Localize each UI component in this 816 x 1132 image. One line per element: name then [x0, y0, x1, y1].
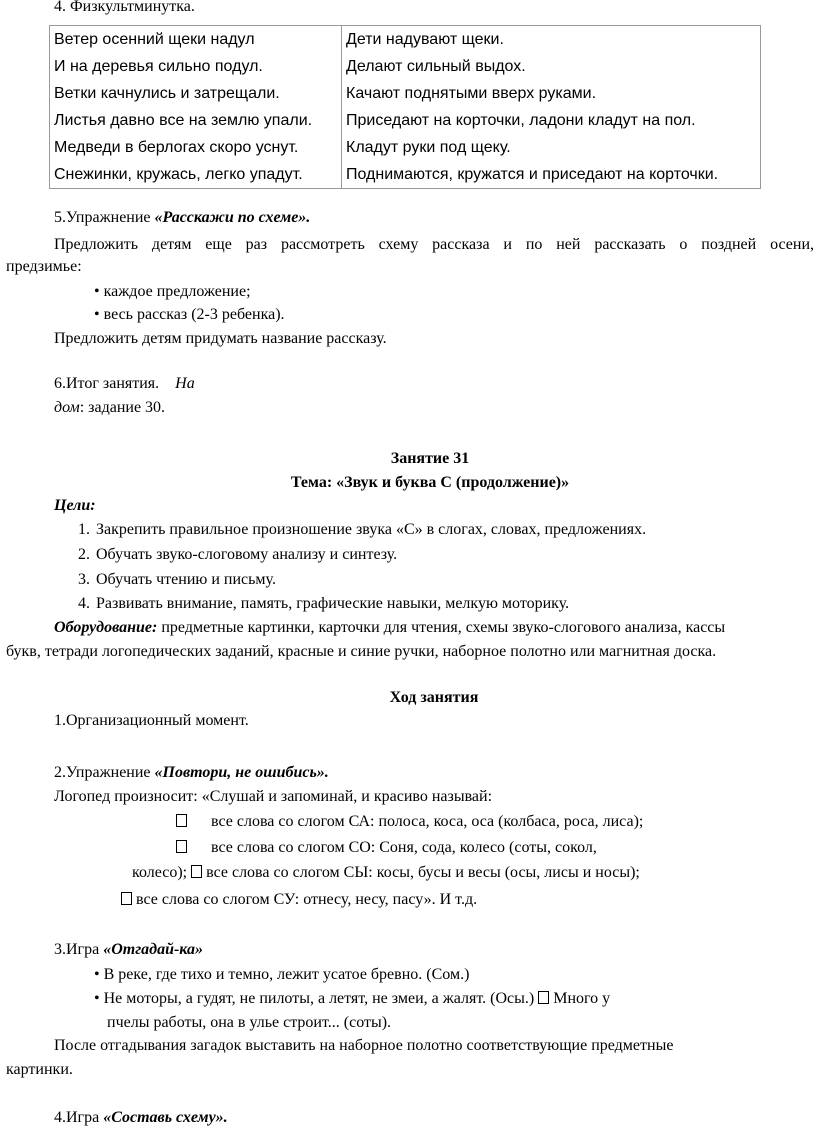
goal-item: 3. Обучать чтению и письму. [78, 571, 276, 588]
exercise-2-line4: все слова со слогом СУ: отнесу, несу, пасу». И т.д. [121, 890, 477, 910]
game-4-name: «Составь схему». [103, 1109, 228, 1126]
exercise-2-intro: Логопед произносит: «Слушай и запоминай, и красиво называй: [54, 788, 493, 805]
exercise-2-line3: колесо); все слова со слогом СЫ: косы, бусы и весы (осы, лисы и носы); [132, 864, 640, 881]
lesson-title: Занятие 31 [390, 450, 470, 467]
exercise-5-line1: Предложить детям еще раз рассмотреть схему рассказа и по ней рассказать о поздней осени, [54, 236, 814, 253]
game-4-heading: 4.Игра «Составь схему». [54, 1109, 228, 1126]
table-row [50, 134, 761, 161]
action-cell: Качают поднятыми вверх руками. [342, 80, 761, 107]
checkbox-icon [121, 892, 132, 905]
exercise-5-bullet-1: • каждое предложение; [94, 283, 251, 300]
table-row [50, 161, 761, 189]
table-row [50, 80, 761, 107]
riddle-1: • В реке, где тихо и темно, лежит усатое бревно. (Сом.) [94, 966, 470, 983]
table-row [50, 26, 761, 54]
verse-cell: Снежинки, кружась, легко упадут. [50, 161, 342, 189]
checkbox-icon [176, 840, 187, 853]
verse-cell: Медведи в берлогах скоро уснут. [50, 134, 342, 161]
exercise-2-line2: все слова со слогом СО: Соня, сода, колесо (соты, сокол, [176, 838, 597, 858]
verse-cell: Листья давно все на землю упали. [50, 107, 342, 134]
riddle-2: • Не моторы, а гудят, не пилоты, а летят, не змеи, а жалят. (Осы.) Много у [94, 990, 611, 1007]
verse-cell: Ветки качнулись и затрещали. [50, 80, 342, 107]
exercise-5-bullet-2: • весь рассказ (2-3 ребенка). [94, 306, 285, 323]
action-cell: Делают сильный выдох. [342, 53, 761, 80]
goals-label: Цели: [54, 497, 96, 514]
game-3-heading: 3.Игра «Отгадай-ка» [54, 941, 203, 958]
goal-item: 1. Закрепить правильное произношение звука «С» в слогах, словах, предложениях. [78, 521, 647, 538]
exercise-5-line2: предзимье: [6, 258, 82, 275]
action-cell: Кладут руки под щеку. [342, 134, 761, 161]
equipment-line2: букв, тетради логопедических заданий, красные и синие ручки, наборное полотно или магнитная доска. [6, 643, 717, 660]
exercise-5-prefix: 5.Упражнение [54, 209, 155, 226]
goal-item: 2. Обучать звуко-слоговому анализу и синтезу. [78, 546, 398, 563]
verse-cell: И на деревья сильно подул. [50, 53, 342, 80]
exercise-2-name: «Повтори, не ошибись». [154, 764, 329, 781]
exercise-5-name: «Расскажи по схеме». [154, 209, 311, 226]
table-row [50, 107, 761, 134]
lesson-topic: Тема: «Звук и буква С (продолжение)» [290, 474, 570, 491]
action-cell: Поднимаются, кружатся и приседают на корточки. [342, 161, 761, 189]
goal-item: 4. Развивать внимание, память, графические навыки, мелкую моторику. [78, 595, 570, 612]
checkbox-icon [538, 991, 549, 1004]
exercise-2-line1: все слова со слогом СА: полоса, коса, оса (колбаса, роса, лиса); [176, 812, 643, 832]
equipment-line1: Оборудование: предметные картинки, карточки для чтения, схемы звуко-слогового анализа, кассы [54, 619, 726, 636]
after-riddles-line2: картинки. [6, 1061, 73, 1078]
table-row [50, 53, 761, 80]
summary-prefix: 6.Итог занятия. [54, 375, 160, 392]
action-cell: Дети надувают щеки. [342, 26, 761, 54]
verse-cell: Ветер осенний щеки надул [50, 26, 342, 54]
exercise-table [49, 25, 761, 189]
summary-dom: дом [54, 399, 80, 416]
summary-rest: : задание 30. [79, 399, 166, 416]
exercise-2-heading: 2.Упражнение «Повтори, не ошибись». [54, 764, 329, 781]
game-3-name: «Отгадай-ка» [103, 941, 203, 958]
after-riddles-line1: После отгадывания загадок выставить на наборное полотно соответствующие предметные [54, 1037, 674, 1054]
course-item-1: 1.Организационный момент. [54, 712, 249, 729]
summary-line1 [54, 374, 195, 394]
section-4-title: 4. Физкультминутка. [54, 0, 195, 15]
exercise-5-heading [54, 208, 310, 228]
checkbox-icon [176, 814, 187, 827]
riddle-3: пчелы работы, она в улье строит... (соты). [107, 1014, 392, 1031]
summary-line2 [54, 398, 165, 418]
action-cell: Приседают на корточки, ладони кладут на пол. [342, 107, 761, 134]
exercise-5-after: Предложить детям придумать название рассказу. [54, 330, 387, 347]
checkbox-icon [191, 865, 202, 878]
summary-na: На [175, 375, 195, 392]
equipment-label: Оборудование: [54, 619, 158, 636]
course-title: Ход занятия [389, 689, 479, 706]
